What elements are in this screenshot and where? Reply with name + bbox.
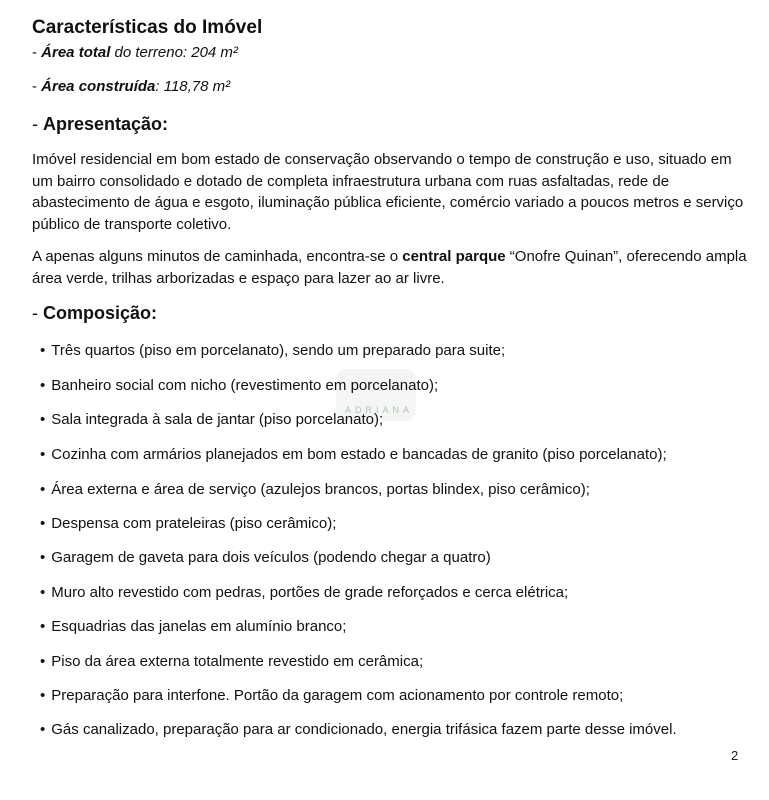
heading-text: Apresentação: [43,114,169,134]
list-item-text: Despensa com prateleiras (piso cerâmico); [51,515,337,532]
list-item-text: Sala integrada à sala de jantar (piso porcelanato); [51,411,384,428]
list-item-text: Cozinha com armários planejados em bom estado e bancadas de granito (piso porcelanato); [51,446,667,463]
list-item [40,653,423,670]
bullet-icon: • [40,721,46,738]
apresentacao-paragraph-1: Imóvel residencial em bom estado de conservação observando o tempo de construção e uso, situado em um bairro consolidado e dotado de completa infraestrutura urbana com ruas asfaltadas, rede de abastecimento de água e esgoto, iluminação pública eficiente, comércio variado a poucos metros e serviço público de transporte coletivo. [32,151,744,233]
bullet-icon: • [40,653,46,670]
bullet-icon: • [40,584,46,601]
paragraph-bold-text: central parque [402,248,506,265]
spec-value: do terreno: 204 m² [110,44,238,61]
spec-value: : 118,78 m² [155,78,231,95]
heading-dash: - [32,114,43,134]
list-item [40,584,568,601]
list-item-text: Preparação para interfone. Portão da garagem com acionamento por controle remoto; [51,687,624,704]
bullet-icon: • [40,411,46,428]
document-title: Características do Imóvel [32,17,263,38]
list-item [40,721,677,738]
heading-text: Composição: [43,303,158,323]
spec-area-total [32,44,238,61]
list-item-text: Gás canalizado, preparação para ar condicionado, energia trifásica fazem parte desse imóvel. [51,721,677,738]
list-item [40,515,336,532]
list-item-text: Piso da área externa totalmente revestido em cerâmica; [51,653,424,670]
bullet-icon: • [40,549,46,566]
page-number: 2 [731,748,739,763]
list-item [40,342,505,359]
list-item [40,377,438,394]
spec-dash: - [32,78,42,95]
paragraph-text: “Onofre Quinan”, oferecendo ampla área verde, trilhas arborizadas e espaço para lazer ao ar livre. [32,248,747,287]
heading-dash: - [32,303,43,323]
spec-label: Área total [41,44,111,61]
list-item [40,411,383,428]
section-heading-apresentacao [32,114,168,135]
bullet-icon: • [40,515,46,532]
list-item [40,549,491,566]
bullet-icon: • [40,481,46,498]
bullet-icon: • [40,446,46,463]
list-item [40,446,667,463]
spec-label: Área construída [41,78,156,95]
spec-area-construida [32,78,230,95]
list-item [40,687,623,704]
list-item-text: Esquadrias das janelas em alumínio branco; [51,618,347,635]
list-item-text: Banheiro social com nicho (revestimento em porcelanato); [51,377,439,394]
bullet-icon: • [40,342,46,359]
bullet-icon: • [40,618,46,635]
list-item-text: Muro alto revestido com pedras, portões de grade reforçados e cerca elétrica; [51,584,569,601]
list-item-text: Garagem de gaveta para dois veículos (podendo chegar a quatro) [51,549,491,566]
apresentacao-paragraph-2 [32,246,747,289]
list-item [40,481,590,498]
paragraph-text: A apenas alguns minutos de caminhada, encontra-se o [32,248,403,265]
list-item [40,618,346,635]
list-item-text: Área externa e área de serviço (azulejos brancos, portas blindex, piso cerâmico); [51,481,590,498]
bullet-icon: • [40,377,46,394]
spec-dash: - [32,44,42,61]
section-heading-composicao [32,303,157,324]
bullet-icon: • [40,687,46,704]
watermark-text: ADRIANA [345,405,414,415]
list-item-text: Três quartos (piso em porcelanato), sendo um preparado para suite; [51,342,506,359]
